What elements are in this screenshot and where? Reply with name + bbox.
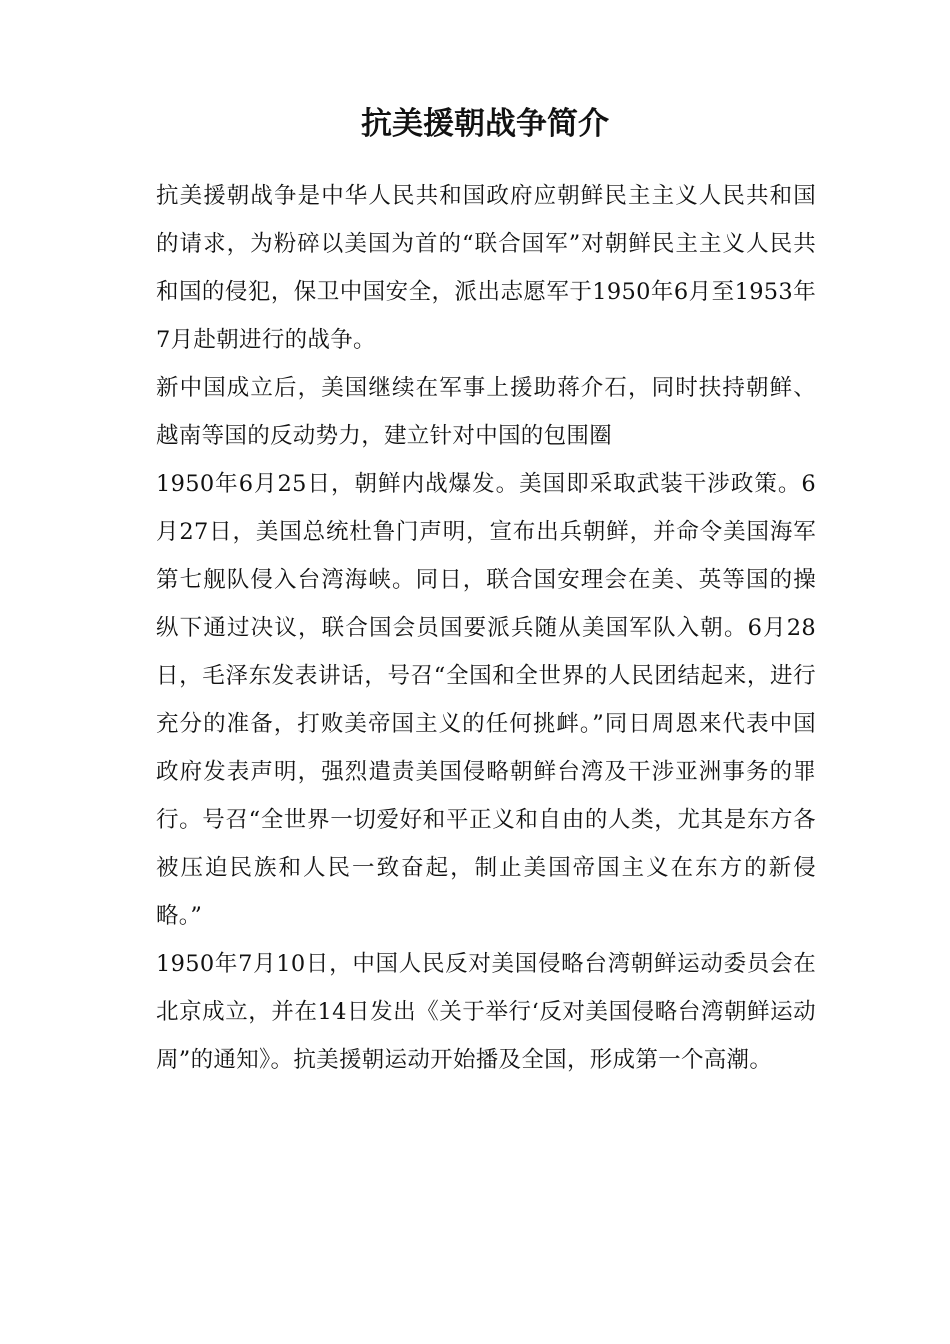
paragraph-intro: 抗美援朝战争是中华人民共和国政府应朝鲜民主主义人民共和国的请求，为粉碎以美国为首的“联合国军”对朝鲜民主主义人民共和国的侵犯，保卫中国安全，派出志愿军于1950年6月至1953年7月赴朝进行的战争。 [156, 183, 816, 353]
document-body [156, 172, 816, 1084]
paragraph-background: 新中国成立后，美国继续在军事上援助蒋介石，同时扶持朝鲜、越南等国的反动势力，建立针对中国的包围圈 [156, 375, 816, 449]
paragraph-movement: 1950年7月10日，中国人民反对美国侵略台湾朝鲜运动委员会在北京成立，并在14日发出《关于举行‘反对美国侵略台湾朝鲜运动周”的通知》。抗美援朝运动开始播及全国，形成第一个高潮。 [156, 951, 816, 1073]
paragraph-outbreak: 1950年6月25日，朝鲜内战爆发。美国即采取武装干涉政策。6月27日，美国总统杜鲁门声明，宣布出兵朝鲜，并命令美国海军第七舰队侵入台湾海峡。同日，联合国安理会在美、英等国的操纵下通过决议，联合国会员国要派兵随从美国军队入朝。6月28日，毛泽东发表讲话，号召“全国和全世界的人民团结起来，进行充分的准备，打败美帝国主义的任何挑衅。”同日周恩来代表中国政府发表声明，强烈遣责美国侵略朝鲜台湾及干涉亚洲事务的罪行。号召“全世界一切爱好和平正义和自由的人类，尤其是东方各被压迫民族和人民一致奋起，制止美国帝国主义在东方的新侵略。” [156, 471, 816, 929]
document-title: 抗美援朝战争简介 [361, 106, 609, 142]
